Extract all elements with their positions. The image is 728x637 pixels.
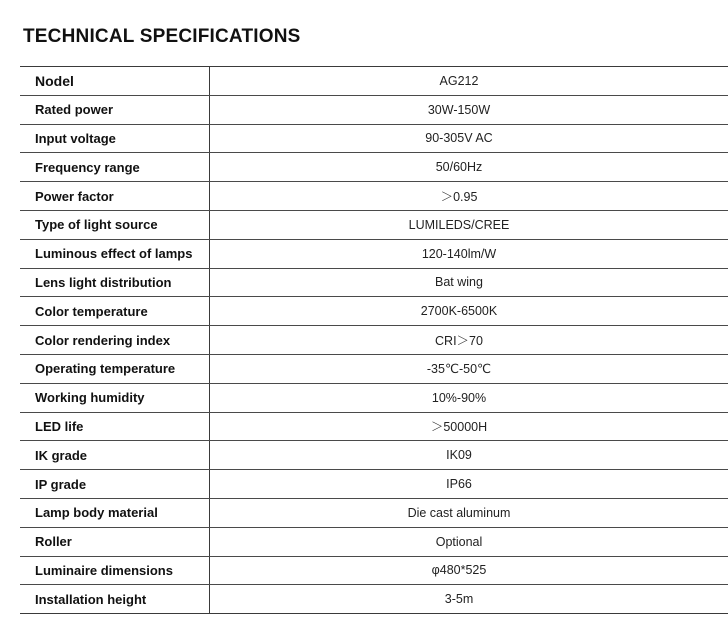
table-row [20, 96, 728, 125]
table-row [20, 557, 728, 586]
spec-value: 50/60Hz [435, 160, 483, 175]
table-row-model [20, 67, 728, 96]
spec-value: ＞50000H [430, 420, 488, 435]
spec-label: Type of light source [20, 211, 210, 239]
spec-label: Nodel [20, 67, 210, 95]
spec-label: Installation height [20, 585, 210, 613]
table-row [20, 297, 728, 326]
spec-value: ＞0.95 [440, 190, 478, 205]
table-row [20, 413, 728, 442]
spec-value: LUMILEDS/CREE [408, 217, 510, 232]
spec-value: 30W-150W [427, 102, 491, 117]
spec-label: Luminaire dimensions [20, 557, 210, 585]
spec-value: Bat wing [435, 275, 483, 290]
spec-value: IP66 [446, 477, 472, 492]
table-row [20, 153, 728, 182]
table-row [20, 211, 728, 240]
spec-label: Rated power [20, 96, 210, 124]
spec-value: CRI＞70 [435, 334, 483, 349]
table-row [20, 355, 728, 384]
spec-label: Lamp body material [20, 499, 210, 527]
spec-label: Luminous effect of lamps [20, 240, 210, 268]
table-row [20, 125, 728, 154]
spec-label: Frequency range [20, 153, 210, 181]
table-row [20, 441, 728, 470]
spec-value: Optional [435, 534, 483, 549]
spec-label: Roller [20, 528, 210, 556]
spec-label: LED life [20, 413, 210, 441]
spec-label: IP grade [20, 470, 210, 498]
spec-label: Operating temperature [20, 355, 210, 383]
page-title: TECHNICAL SPECIFICATIONS [23, 26, 301, 47]
spec-value: 2700K-6500K [420, 304, 498, 319]
table-row [20, 326, 728, 355]
spec-label: Color rendering index [20, 326, 210, 354]
spec-value: AG212 [439, 73, 479, 88]
table-row [20, 499, 728, 528]
spec-value: -35℃-50℃ [426, 362, 492, 377]
spec-label: Lens light distribution [20, 269, 210, 297]
spec-label: Power factor [20, 182, 210, 210]
spec-value: 3-5m [444, 592, 474, 607]
spec-label: Input voltage [20, 125, 210, 153]
table-row [20, 269, 728, 298]
spec-label: IK grade [20, 441, 210, 469]
table-row [20, 182, 728, 211]
table-row [20, 470, 728, 499]
spec-table [20, 66, 728, 614]
spec-value: 10%-90% [431, 390, 487, 405]
spec-label: Color temperature [20, 297, 210, 325]
spec-value: IK09 [446, 448, 472, 463]
spec-label: Working humidity [20, 384, 210, 412]
table-row [20, 528, 728, 557]
spec-value: 90-305V AC [425, 131, 493, 146]
table-row [20, 585, 728, 614]
table-row [20, 240, 728, 269]
spec-value: Die cast aluminum [407, 505, 511, 520]
spec-value: 120-140lm/W [421, 246, 497, 261]
spec-value: φ480*525 [431, 563, 487, 578]
table-row [20, 384, 728, 413]
